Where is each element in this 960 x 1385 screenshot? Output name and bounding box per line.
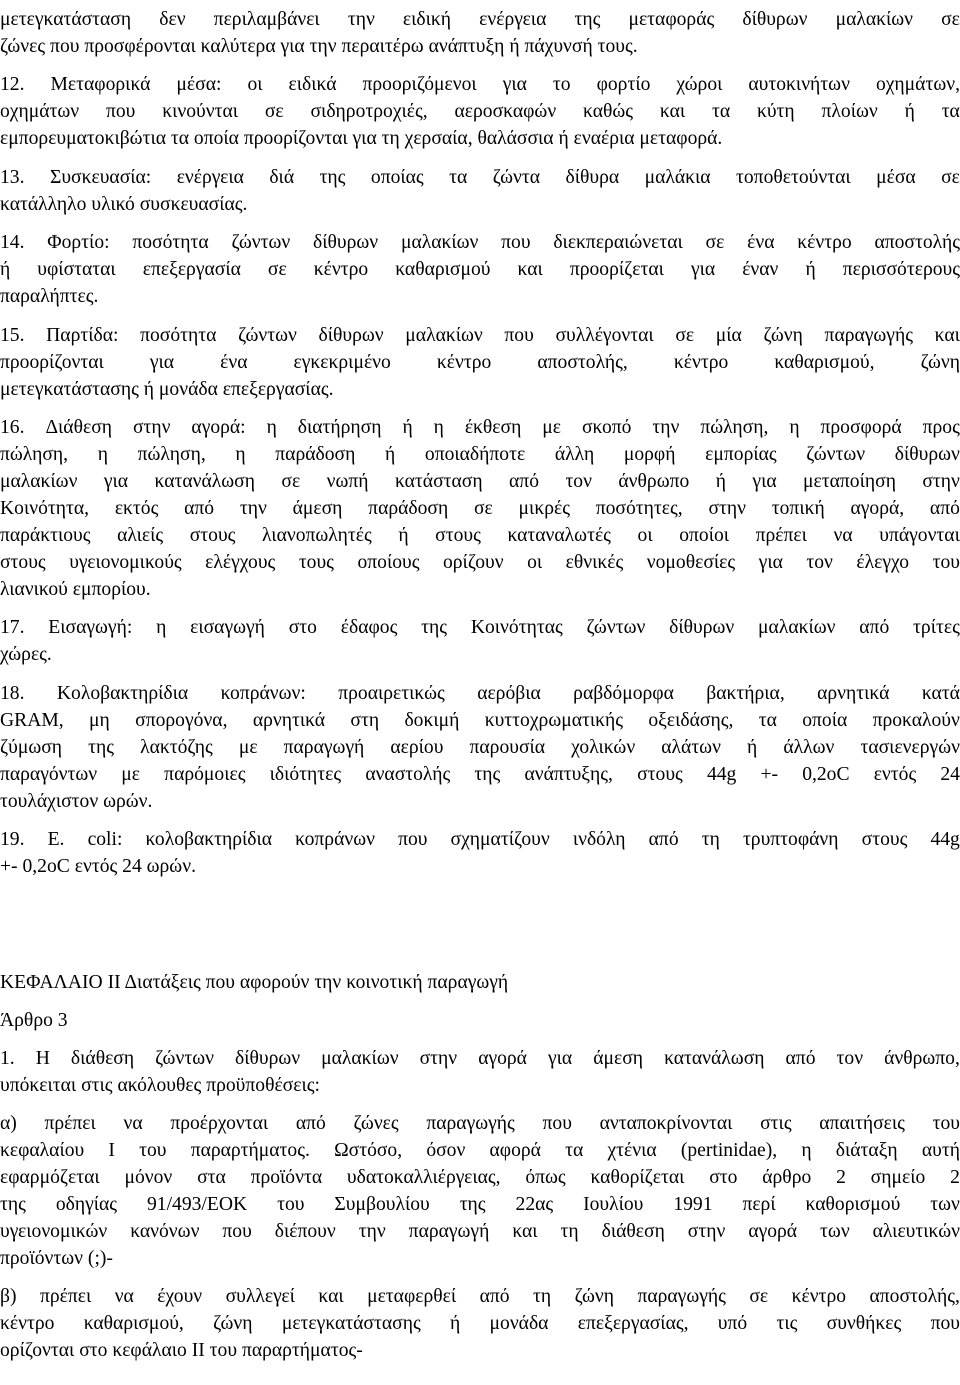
text-line: 18. Κολοβακτηρίδια κοπράνων: προαιρετικώς αερόβια ραβδόμορφα βακτήρια, αρνητικά κατά xyxy=(0,683,960,704)
text-line: 15. Παρτίδα: ποσότητα ζώντων δίθυρων μαλακίων που συλλέγονται σε μία ζώνη παραγωγής και xyxy=(0,325,960,346)
text-line: υπόκειται στις ακόλουθες προϋποθέσεις: xyxy=(0,1075,320,1096)
text-line: ζώνες που προσφέρονται καλύτερα για την περαιτέρω ανάπτυξη ή πάχυνσή τους. xyxy=(0,36,638,57)
text-line: 19. E. coli: κολοβακτηρίδια κοπράνων που σχηματίζουν ινδόλη από τη τρυπτοφάνη στους 44g xyxy=(0,829,960,850)
text-line: GRAM, μη σπορογόνα, αρνητικά στη δοκιμή κυττοχρωματικής οξειδάσης, τα οποία προκαλούν xyxy=(0,710,960,731)
text-line: 17. Εισαγωγή: η εισαγωγή στο έδαφος της Κοινότητας ζώντων δίθυρων μαλακίων από τρίτες xyxy=(0,617,960,638)
text-line: ζύμωση της λακτόζης με παραγωγή αερίου παρουσία χολικών αλάτων ή άλλων τασιενεργών xyxy=(0,737,960,758)
text-line: τουλάχιστον ωρών. xyxy=(0,791,153,812)
text-line: 13. Συσκευασία: ενέργεια διά της οποίας τα ζώντα δίθυρα μαλάκια τοποθετούνται μέσα σε xyxy=(0,167,960,188)
text-line: παραγόντων με παρόμοιες ιδιότητες αναστολής της ανάπτυξης, στους 44g +- 0,2oC εντός 24 xyxy=(0,764,960,785)
text-line: χώρες. xyxy=(0,644,52,665)
text-line: της οδηγίας 91/493/ΕΟΚ του Συμβουλίου της 22ας Ιουλίου 1991 περί καθορισμού των xyxy=(0,1194,960,1215)
text-line: κεφαλαίου Ι του παραρτήματος. Ωστόσο, όσον αφορά τα χτένια (pertinidae), η διάταξη αυτή xyxy=(0,1140,960,1161)
text-line: Κοινότητα, εκτός από την άμεση παράδοση σε μικρές ποσότητες, στην τοπική αγορά, από xyxy=(0,498,960,519)
text-line: ή υφίσταται επεξεργασία σε κέντρο καθαρισμού και προορίζεται για έναν ή περισσότερους xyxy=(0,259,960,280)
text-line: 1. Η διάθεση ζώντων δίθυρων μαλακίων στην αγορά για άμεση κατανάλωση από τον άνθρωπο, xyxy=(0,1048,960,1069)
text-line: εφαρμόζεται μόνον στα προϊόντα υδατοκαλλιέργειας, όπως καθορίζεται στο άρθρο 2 σημείο 2 xyxy=(0,1167,960,1188)
text-line: παραλήπτες. xyxy=(0,286,99,307)
text-line: 14. Φορτίο: ποσότητα ζώντων δίθυρων μαλακίων που διεκπεραιώνεται σε ένα κέντρο αποστολής xyxy=(0,232,960,253)
text-line: κέντρο καθαρισμού, ζώνη μετεγκατάστασης ή μονάδα επεξεργασίας, υπό τις συνθήκες που xyxy=(0,1313,960,1334)
text-line: κατάλληλο υλικό συσκευασίας. xyxy=(0,194,248,215)
text-line: β) πρέπει να έχουν συλλεγεί και μεταφερθεί από τη ζώνη παραγωγής σε κέντρο αποστολής, xyxy=(0,1286,960,1307)
text-line: μετεγκατάσταση δεν περιλαμβάνει την ειδική ενέργεια της μεταφοράς δίθυρων μαλακίων σε xyxy=(0,9,960,30)
text-line: 16. Διάθεση στην αγορά: η διατήρηση ή η έκθεση με σκοπό την πώληση, η προσφορά προς xyxy=(0,417,960,438)
text-line: προορίζονται για ένα εγκεκριμένο κέντρο αποστολής, κέντρο καθαρισμού, ζώνη xyxy=(0,352,960,373)
text-line: υγειονομικών κανόνων που διέπουν την παραγωγή και τη διάθεση στην αγορά των αλιευτικών xyxy=(0,1221,960,1242)
text-line: μετεγκατάστασης ή μονάδα επεξεργασίας. xyxy=(0,379,334,400)
text-line: λιανικού εμπορίου. xyxy=(0,579,151,600)
text-line: 12. Μεταφορικά μέσα: οι ειδικά προοριζόμενοι για το φορτίο χώροι αυτοκινήτων οχημάτων, xyxy=(0,74,960,95)
text-line: +- 0,2oC εντός 24 ωρών. xyxy=(0,856,196,877)
text-line: μαλακίων για κατανάλωση σε νωπή κατάσταση από τον άνθρωπο ή για μεταποίηση στην xyxy=(0,471,960,492)
text-line: εμπορευματοκιβώτια τα οποία προορίζονται για τη χερσαία, θαλάσσια ή εναέρια μεταφορά. xyxy=(0,128,723,149)
chapter-heading: ΚΕΦΑΛΑΙΟ ΙΙ Διατάξεις που αφορούν την κοινοτική παραγωγή xyxy=(0,972,509,993)
text-line: προϊόντων (;)- xyxy=(0,1248,113,1269)
text-line: ορίζονται στο κεφάλαιο ΙΙ του παραρτήματος- xyxy=(0,1340,363,1361)
article-title: Άρθρο 3 xyxy=(0,1010,68,1031)
text-line: οχημάτων που κινούνται σε σιδηροτροχιές, αεροσκαφών καθώς και τα κύτη πλοίων ή τα xyxy=(0,101,960,122)
text-line: α) πρέπει να προέρχονται από ζώνες παραγωγής που ανταποκρίνονται στις απαιτήσεις του xyxy=(0,1113,960,1134)
text-line: παράκτιους αλιείς στους λιανοπωλητές ή στους καταναλωτές οι οποίοι πρέπει να υπάγονται xyxy=(0,525,960,546)
text-line: πώληση, η πώληση, η παράδοση ή οποιαδήποτε άλλη μορφή εμπορίας ζώντων δίθυρων xyxy=(0,444,960,465)
text-line: στους υγειονομικούς ελέγχους τους οποίους ορίζουν οι εθνικές νομοθεσίες για τον έλεγχο του xyxy=(0,552,960,573)
